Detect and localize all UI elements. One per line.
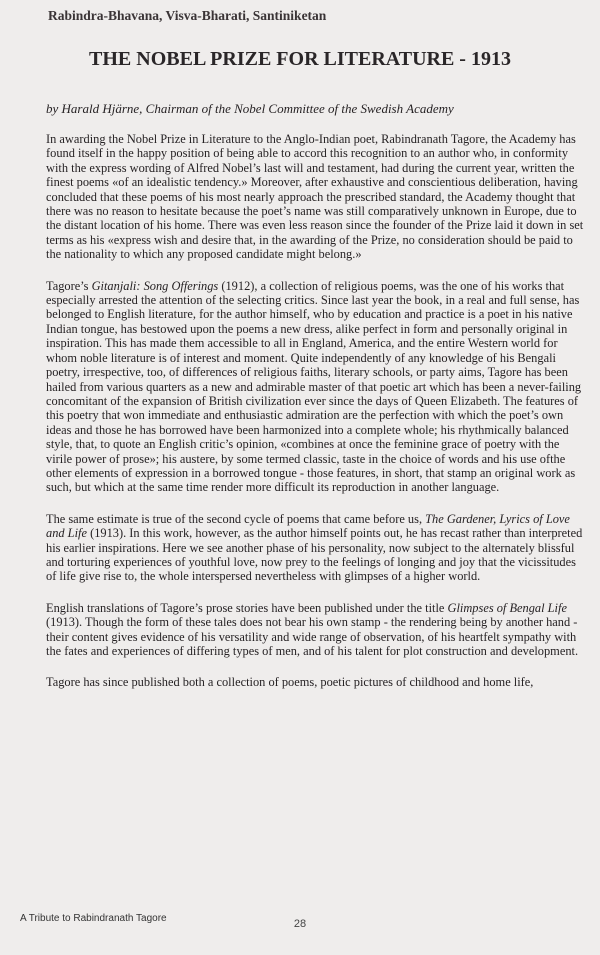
paragraph	[46, 675, 587, 689]
author-byline: by Harald Hjärne, Chairman of the Nobel Committee of the Swedish Academy	[46, 101, 454, 116]
italic-title: The Gardener, Lyrics of Love and Life	[46, 511, 570, 541]
paragraph	[46, 601, 587, 659]
book-title-footer: A Tribute to Rabindranath Tagore	[20, 913, 167, 924]
italic-title: Glimpses of Bengal Life	[447, 600, 567, 615]
page-number: 28	[293, 918, 307, 930]
text-run: (1912), a collection of religious poems, was the one of his works that especially arrested the attention of the selecting critics. Since last year the book, in a real and full sense, has belonged to English literature, for the author himself, who by education and practice is a poet in his native Indian tongue, has bestowed upon the poems a new dress, alike perfect in form and personally original in inspiration. This has made them accessible to all in England, America, and the entire Western world for whom noble literature is of interest and moment. Quite independently of any knowledge of his Bengali poetry, irrespective, too, of differences of religious faiths, literary schools, or party aims, Tagore has been hailed from various quarters as a new and admirable master of that poetic art which has been a never-failing concomitant of the expansion of British civilization ever since the days of Queen Elizabeth. The features of this poetry that won immediate and enthusiastic admiration are the perfection with which the poet’s own ideas and those he has borrowed have been harmonized into a complete whole; his rhythmically balanced style, that, to quote an English critic’s opinion, «combines at once the feminine grace of poetry with the virile power of prose»; his austere, by some termed classic, taste in the choice of words and his use ofthe other elements of expression in a borrowed tongue - those features, in short, that stamp an original work as such, but which at the same time render more difficult its reproduction in another language.	[46, 278, 582, 495]
paragraph	[46, 132, 587, 262]
text-run: (1913). In this work, however, as the author himself points out, he has recast rather than interpreted his earlier inspirations. Here we see another phase of his personality, now subject to the alternately blissful and torturing experiences of youthful love, now prey to the feelings of longing and joy that the vicissitudes of life give rise to, the whole interspersed nevertheless with glimpses of a higher world.	[46, 526, 583, 584]
text-run: In awarding the Nobel Prize in Literature to the Anglo-Indian poet, Rabindranath Tagore, the Academy has found itself in the happy position of being able to accord this recognition to an author who, in conformity with the express wording of Alfred Nobel’s last will and testament, had during the current year, written the finest poems «of an idealistic tendency.» Moreover, after exhaustive and conscientious deliberation, having concluded that these poems of his most nearly approach the prescribed standard, the Academy thought that there was no reason to hesitate because the poet’s name was still comparatively unknown in Europe, due to the distant location of his home. There was even less reason since the founder of the Prize laid it down in set terms as his «express wish and desire that, in the awarding of the Prize, no consideration should be paid to the nationality to which any proposed candidate might belong.»	[46, 132, 584, 262]
article-body	[46, 132, 587, 707]
text-run: Tagore’s	[46, 278, 92, 293]
running-header: Rabindra-Bhavana, Visva-Bharati, Santiniketan	[48, 8, 327, 23]
text-run: English translations of Tagore’s prose stories have been published under the title	[46, 600, 448, 615]
italic-title: Gitanjali: Song Offerings	[91, 278, 219, 293]
text-run: Tagore has since published both a collection of poems, poetic pictures of childhood and home life,	[46, 675, 534, 690]
paragraph	[46, 279, 587, 495]
paragraph	[46, 512, 587, 584]
text-run: (1913). Though the form of these tales does not bear his own stamp - the rendering being by another hand - their content gives evidence of his versatility and wide range of observation, of his heartfelt sympathy with the fates and experiences of differing types of men, and of his talent for plot construction and development.	[46, 615, 579, 658]
text-run: The same estimate is true of the second cycle of poems that came before us,	[46, 511, 426, 526]
article-title: THE NOBEL PRIZE FOR LITERATURE - 1913	[89, 48, 511, 70]
